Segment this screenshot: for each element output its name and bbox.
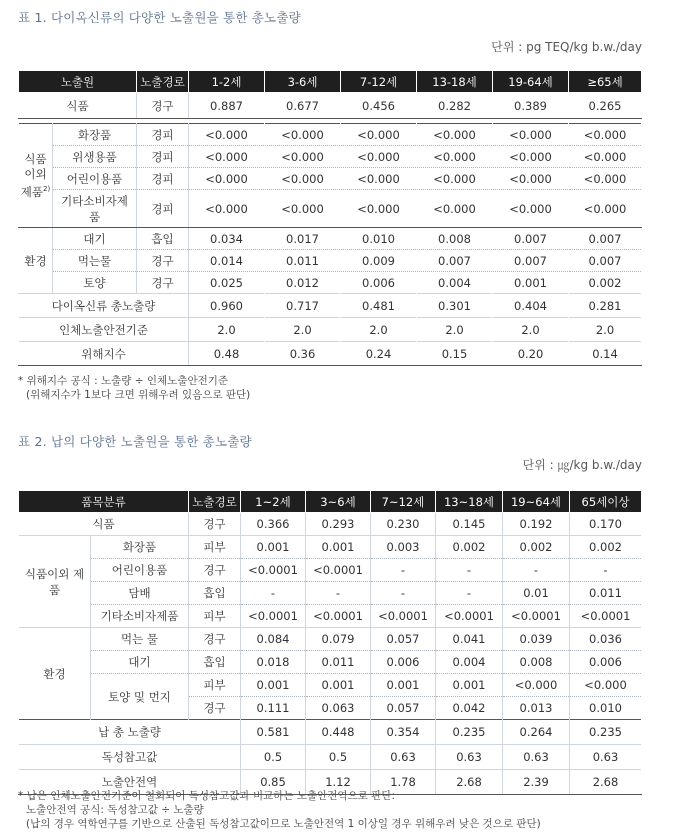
value-cell: 0.354 (371, 720, 436, 745)
value-cell: - (436, 559, 503, 582)
item-name: 토양 및 먼지 (91, 674, 189, 720)
value-cell: 0.008 (417, 228, 493, 250)
value-cell: 0.007 (569, 250, 642, 272)
value-cell: <0.000 (493, 124, 569, 146)
value-cell: 0.001 (306, 536, 371, 559)
value-cell: <0.0001 (306, 559, 371, 582)
value-cell: <0.000 (503, 674, 570, 697)
route-cell: 경구 (189, 559, 241, 582)
value-cell: <0.000 (189, 146, 265, 168)
header-cell: 노출경로 (137, 71, 189, 93)
value-cell: 2.0 (493, 318, 569, 342)
value-cell: 1.12 (306, 770, 371, 795)
value-cell: 2.0 (189, 318, 265, 342)
value-cell: <0.000 (569, 124, 642, 146)
value-cell: 0.041 (436, 628, 503, 651)
value-cell: <0.0001 (241, 559, 306, 582)
value-cell: 0.001 (493, 272, 569, 294)
value-cell: 0.111 (241, 697, 306, 720)
header-cell: 13~18세 (436, 491, 503, 513)
value-cell: 0.017 (265, 228, 341, 250)
value-cell: <0.000 (417, 124, 493, 146)
value-cell: 0.456 (341, 93, 417, 119)
table-row (19, 536, 642, 559)
route-cell: 경구 (137, 93, 189, 119)
value-cell: 0.002 (436, 536, 503, 559)
food-label: 식품 (19, 513, 189, 536)
env-group-label: 환경 (19, 228, 53, 294)
value-cell: 0.481 (341, 294, 417, 318)
value-cell: 0.235 (570, 720, 642, 745)
value-cell: 0.007 (417, 250, 493, 272)
value-cell: 0.011 (570, 582, 642, 605)
header-cell: 3~6세 (306, 491, 371, 513)
table1-header-row (19, 71, 642, 93)
value-cell: 0.389 (493, 93, 569, 119)
header-cell: 3-6세 (265, 71, 341, 93)
value-cell: 0.63 (503, 745, 570, 770)
value-cell: 0.281 (569, 294, 642, 318)
header-cell: 19-64세 (493, 71, 569, 93)
value-cell: 2.0 (341, 318, 417, 342)
value-cell: <0.000 (341, 190, 417, 228)
value-cell: 0.006 (371, 651, 436, 674)
table-row (19, 342, 642, 366)
table-row (19, 559, 642, 582)
value-cell: 0.007 (493, 250, 569, 272)
value-cell: 0.63 (371, 745, 436, 770)
value-cell: <0.0001 (241, 605, 306, 628)
value-cell: <0.000 (341, 168, 417, 190)
value-cell: <0.000 (265, 168, 341, 190)
value-cell: 0.025 (189, 272, 265, 294)
item-name: 어린이용품 (91, 559, 189, 582)
table2-title: 표 2. 납의 다양한 노출원을 통한 총노출량 (18, 434, 252, 449)
value-cell: 0.282 (417, 93, 493, 119)
summary-label: 납 총 노출량 (19, 720, 241, 745)
value-cell: 0.002 (503, 536, 570, 559)
value-cell: 0.145 (436, 513, 503, 536)
value-cell: 0.057 (371, 628, 436, 651)
value-cell: 0.003 (371, 536, 436, 559)
header-cell: 19~64세 (503, 491, 570, 513)
value-cell: - (371, 559, 436, 582)
nonfood-group-label: 식품이외 제 품 (19, 536, 91, 628)
table1-note: * 위해지수 공식 : 노출량 ÷ 인체노출안전기준 (위해지수가 1보다 크면 위해우려 있음으로 판단) (18, 375, 251, 401)
value-cell: 0.001 (241, 674, 306, 697)
value-cell: 0.960 (189, 294, 265, 318)
table1-title: 표 1. 다이옥신류의 다양한 노출원을 통한 총노출량 (18, 10, 301, 25)
table-row (19, 745, 642, 770)
value-cell: 0.001 (241, 536, 306, 559)
table-row (19, 720, 642, 745)
value-cell: 0.5 (241, 745, 306, 770)
value-cell: - (371, 582, 436, 605)
value-cell: 0.001 (306, 674, 371, 697)
table-row (19, 272, 642, 294)
summary-label: 독성참고값 (19, 745, 241, 770)
value-cell: 0.034 (189, 228, 265, 250)
value-cell: <0.000 (341, 124, 417, 146)
header-cell: 7~12세 (371, 491, 436, 513)
value-cell: 0.084 (241, 628, 306, 651)
value-cell: 0.018 (241, 651, 306, 674)
route-cell: 흡입 (189, 651, 241, 674)
header-cell: 노출원 (19, 71, 137, 93)
nonfood-group-label: 식품 이외 제품$^{2)}$ (19, 124, 53, 228)
table2-header-row (19, 491, 642, 513)
value-cell: <0.000 (493, 168, 569, 190)
value-cell: <0.000 (341, 146, 417, 168)
item-name: 어린이용품 (53, 168, 137, 190)
value-cell: <0.0001 (436, 605, 503, 628)
value-cell: 0.010 (570, 697, 642, 720)
header-cell: 품목분류 (19, 491, 189, 513)
header-cell: 노출경로 (189, 491, 241, 513)
value-cell: 0.448 (306, 720, 371, 745)
value-cell: <0.000 (569, 190, 642, 228)
item-name: 대기 (53, 228, 137, 250)
value-cell: <0.0001 (503, 605, 570, 628)
value-cell: 0.001 (371, 674, 436, 697)
value-cell: 2.39 (503, 770, 570, 795)
value-cell: - (503, 559, 570, 582)
value-cell: 0.013 (503, 697, 570, 720)
route-cell: 피부 (189, 605, 241, 628)
value-cell: <0.000 (417, 168, 493, 190)
value-cell: 0.042 (436, 697, 503, 720)
value-cell: <0.000 (569, 146, 642, 168)
header-cell: 1~2세 (241, 491, 306, 513)
value-cell: 0.079 (306, 628, 371, 651)
value-cell: 0.85 (241, 770, 306, 795)
header-cell: 7-12세 (341, 71, 417, 93)
value-cell: <0.000 (189, 168, 265, 190)
header-cell: 13-18세 (417, 71, 493, 93)
value-cell: 0.008 (503, 651, 570, 674)
value-cell: 0.01 (503, 582, 570, 605)
value-cell: 0.63 (570, 745, 642, 770)
value-cell: 0.010 (341, 228, 417, 250)
value-cell: - (241, 582, 306, 605)
value-cell: 2.0 (265, 318, 341, 342)
summary-label: 노출안전역 (19, 770, 241, 795)
value-cell: 0.063 (306, 697, 371, 720)
value-cell: 0.677 (265, 93, 341, 119)
table-row (19, 168, 642, 190)
item-name: 화장품 (53, 124, 137, 146)
value-cell: 0.170 (570, 513, 642, 536)
value-cell: 0.264 (503, 720, 570, 745)
table-row (19, 146, 642, 168)
value-cell: <0.000 (189, 124, 265, 146)
summary-label: 인체노출안전기준 (19, 318, 189, 342)
route-cell: 경피 (137, 168, 189, 190)
item-name: 대기 (91, 651, 189, 674)
value-cell: <0.000 (417, 190, 493, 228)
value-cell: 0.235 (436, 720, 503, 745)
value-cell: <0.000 (417, 146, 493, 168)
item-name: 화장품 (91, 536, 189, 559)
route-cell: 경피 (137, 124, 189, 146)
table-row (19, 124, 642, 146)
value-cell: <0.000 (265, 190, 341, 228)
route-cell: 경구 (189, 513, 241, 536)
table2 (18, 490, 642, 795)
value-cell: 1.78 (371, 770, 436, 795)
value-cell: <0.000 (265, 124, 341, 146)
header-cell: 1-2세 (189, 71, 265, 93)
route-cell: 경피 (137, 190, 189, 228)
value-cell: <0.0001 (371, 605, 436, 628)
item-name: 위생용품 (53, 146, 137, 168)
table-row (19, 93, 642, 119)
header-cell: 65세이상 (570, 491, 642, 513)
value-cell: 0.887 (189, 93, 265, 119)
route-cell: 흡입 (137, 228, 189, 250)
value-cell: 0.717 (265, 294, 341, 318)
value-cell: 0.011 (306, 651, 371, 674)
table-row (19, 628, 642, 651)
value-cell: 0.15 (417, 342, 493, 366)
value-cell: 0.5 (306, 745, 371, 770)
value-cell: <0.000 (493, 146, 569, 168)
value-cell: 0.002 (570, 536, 642, 559)
table-row (19, 228, 642, 250)
value-cell: 2.68 (436, 770, 503, 795)
summary-label: 다이옥신류 총노출량 (19, 294, 189, 318)
value-cell: 0.192 (503, 513, 570, 536)
value-cell: 0.057 (371, 697, 436, 720)
header-cell: ≥65세 (569, 71, 642, 93)
value-cell: <0.000 (493, 190, 569, 228)
summary-label: 위해지수 (19, 342, 189, 366)
value-cell: 0.014 (189, 250, 265, 272)
table-row (19, 250, 642, 272)
route-cell: 경피 (137, 146, 189, 168)
route-cell: 경구 (189, 628, 241, 651)
item-name: 담배 (91, 582, 189, 605)
table-row (19, 651, 642, 674)
value-cell: <0.000 (569, 168, 642, 190)
value-cell: 0.20 (493, 342, 569, 366)
value-cell: 0.006 (570, 651, 642, 674)
value-cell: 0.039 (503, 628, 570, 651)
item-name: 먹는물 (53, 250, 137, 272)
value-cell: 0.002 (569, 272, 642, 294)
value-cell: <0.0001 (570, 605, 642, 628)
table1-unit: 단위 : pg TEQ/kg b.w./day (491, 40, 642, 54)
item-name: 기타소비자제품 (91, 605, 189, 628)
value-cell: 0.301 (417, 294, 493, 318)
value-cell: - (570, 559, 642, 582)
value-cell: 0.63 (436, 745, 503, 770)
value-cell: - (436, 582, 503, 605)
table-row (19, 294, 642, 318)
value-cell: 0.001 (436, 674, 503, 697)
value-cell: 0.36 (265, 342, 341, 366)
value-cell: 0.006 (341, 272, 417, 294)
value-cell: <0.000 (265, 146, 341, 168)
value-cell: 0.24 (341, 342, 417, 366)
item-name: 기타소비자제 품 (53, 190, 137, 228)
route-cell: 경구 (137, 250, 189, 272)
table-row (19, 582, 642, 605)
food-label: 식품 (19, 93, 137, 119)
table-row (19, 190, 642, 228)
value-cell: 0.14 (569, 342, 642, 366)
table-row (19, 674, 642, 697)
value-cell: 0.48 (189, 342, 265, 366)
value-cell: 0.366 (241, 513, 306, 536)
value-cell: <0.0001 (306, 605, 371, 628)
route-cell: 흡입 (189, 582, 241, 605)
table-row (19, 513, 642, 536)
value-cell: 0.404 (493, 294, 569, 318)
route-cell: 피부 (189, 674, 241, 697)
value-cell: 0.011 (265, 250, 341, 272)
table1 (18, 70, 642, 366)
item-name: 토양 (53, 272, 137, 294)
route-cell: 경구 (137, 272, 189, 294)
value-cell: 2.0 (569, 318, 642, 342)
value-cell: 0.009 (341, 250, 417, 272)
table-row (19, 605, 642, 628)
table-row (19, 318, 642, 342)
value-cell: 0.004 (436, 651, 503, 674)
value-cell: 0.230 (371, 513, 436, 536)
value-cell: 0.036 (570, 628, 642, 651)
value-cell: <0.000 (570, 674, 642, 697)
value-cell: 0.007 (569, 228, 642, 250)
value-cell: 0.004 (417, 272, 493, 294)
value-cell: 0.293 (306, 513, 371, 536)
table2-unit: 단위 : ㎍/kg b.w./day (522, 458, 642, 472)
env-group-label: 환경 (19, 628, 91, 720)
value-cell: <0.000 (189, 190, 265, 228)
route-cell: 피부 (189, 536, 241, 559)
value-cell: 0.265 (569, 93, 642, 119)
value-cell: 2.68 (570, 770, 642, 795)
table2-note: * 납은 인체노출안전기준이 철회되어 독성참고값과 비교하는 노출안전역으로 판단: 노출안전역 공식: 독성참고값 ÷ 노출량 (납의 경우 역학연구를 기반으로 산출된 독성참고값이므로 노출안전역 1 이상일 경우 위해우려 낮은 것으로 판단) (18, 790, 541, 830)
item-name: 먹는 물 (91, 628, 189, 651)
value-cell: - (306, 582, 371, 605)
value-cell: 0.007 (493, 228, 569, 250)
route-cell: 경구 (189, 697, 241, 720)
value-cell: 0.581 (241, 720, 306, 745)
value-cell: 0.012 (265, 272, 341, 294)
value-cell: 2.0 (417, 318, 493, 342)
